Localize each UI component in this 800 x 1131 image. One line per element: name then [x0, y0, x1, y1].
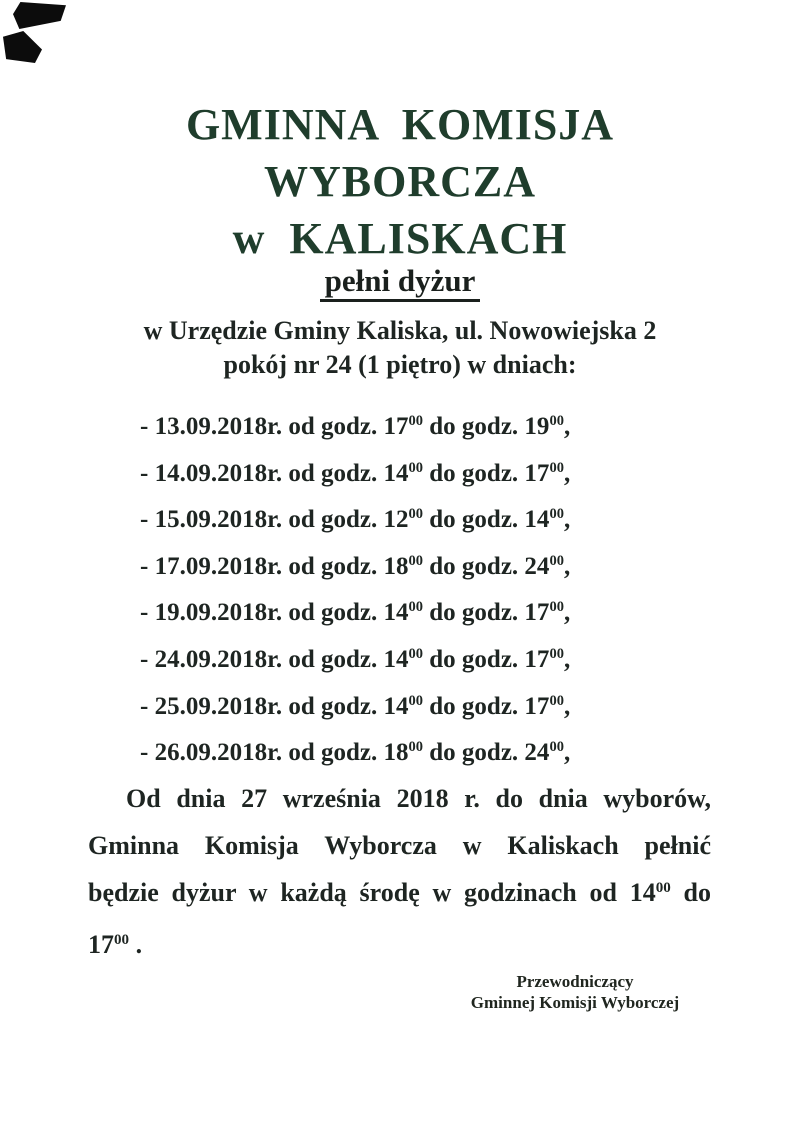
signature-role: Przewodniczący: [516, 972, 634, 991]
schedule-row: [140, 497, 570, 544]
schedule-text: ,: [563, 692, 571, 720]
schedule-text: ,: [563, 599, 571, 627]
superscript: 00: [549, 459, 564, 476]
address-line-2: pokój nr 24 (1 piętro) w dniach:: [223, 350, 577, 379]
superscript: 00: [408, 413, 424, 430]
schedule-text: - 14.09.2018r. od godz. 14: [140, 459, 409, 487]
superscript: 00: [655, 879, 671, 896]
schedule-row: [140, 637, 570, 684]
superscript: 00: [408, 692, 424, 709]
title-line-1: GMINNA KOMISJA: [185, 100, 615, 149]
signature-organization: Gminnej Komisji Wyborczej: [470, 993, 680, 1012]
paragraph-line-3-tail: do: [670, 878, 711, 907]
schedule-text: do godz. 24: [423, 739, 550, 767]
schedule-text: ,: [563, 413, 571, 440]
closing-paragraph: [88, 775, 711, 973]
schedule-row: [140, 404, 570, 451]
schedule-row: [140, 451, 570, 498]
superscript: 00: [408, 459, 424, 476]
schedule-text: do godz. 24: [423, 552, 550, 580]
title-line-3: w KALISKACH: [232, 214, 568, 263]
paragraph-line-2: Gminna Komisja Wyborcza w Kaliskach pełnić: [88, 831, 711, 860]
superscript: 00: [114, 931, 130, 948]
paragraph-line-3-text: będzie dyżur w każdą środę w godzinach od 14: [88, 878, 656, 907]
schedule-text: - 24.09.2018r. od godz. 14: [140, 645, 409, 673]
title-line-2: WYBORCZA: [263, 157, 537, 206]
paragraph-line-3: [88, 869, 711, 921]
schedule-text: - 19.09.2018r. od godz. 14: [140, 599, 409, 627]
schedule-text: ,: [563, 645, 571, 673]
superscript: 00: [549, 739, 564, 756]
superscript: 00: [549, 413, 564, 430]
superscript: 00: [549, 692, 564, 709]
superscript: 00: [549, 552, 564, 569]
superscript: 00: [408, 552, 424, 569]
paragraph-line-4: [88, 921, 711, 973]
schedule-text: - 17.09.2018r. od godz. 18: [140, 552, 409, 580]
superscript: 00: [408, 599, 424, 616]
address-line-1: w Urzędzie Gminy Kaliska, ul. Nowowiejska 2: [143, 316, 657, 345]
document-title: [0, 96, 800, 267]
schedule-text: - 13.09.2018r. od godz. 17: [140, 413, 409, 440]
superscript: 00: [408, 739, 424, 756]
superscript: 00: [408, 645, 424, 662]
schedule-text: ,: [563, 552, 571, 580]
paragraph-line-4-text: 17: [88, 930, 114, 959]
schedule-row: [140, 730, 570, 777]
schedule-text: ,: [563, 506, 571, 534]
schedule-text: do godz. 19: [423, 413, 550, 440]
schedule-text: ,: [563, 459, 571, 487]
schedule-text: - 26.09.2018r. od godz. 18: [140, 739, 409, 767]
schedule-text: do godz. 14: [423, 506, 550, 534]
schedule-text: do godz. 17: [423, 459, 550, 487]
scan-artifact-corner-mark-2: [3, 31, 42, 63]
address-block: [0, 314, 800, 382]
subtitle-underlined: pełni dyżur: [320, 264, 481, 302]
schedule-text: - 15.09.2018r. od godz. 12: [140, 506, 409, 534]
paragraph-line-1: Od dnia 27 września 2018 r. do dnia wyborów,: [126, 784, 711, 813]
schedule-text: ,: [563, 739, 571, 767]
superscript: 00: [549, 645, 564, 662]
schedule-row: [140, 590, 570, 637]
superscript: 00: [408, 506, 424, 523]
schedule-text: - 25.09.2018r. od godz. 14: [140, 692, 409, 720]
subtitle-wrap: [0, 264, 800, 302]
schedule-row: [140, 544, 570, 591]
signature-block: [420, 971, 730, 1013]
schedule-text: do godz. 17: [423, 692, 550, 720]
schedule-list: [140, 404, 570, 777]
schedule-text: do godz. 17: [423, 645, 550, 673]
paragraph-line-4-tail: .: [129, 930, 143, 959]
scan-artifact-corner-mark-1: [13, 2, 66, 29]
schedule-row: [140, 684, 570, 731]
superscript: 00: [549, 506, 564, 523]
superscript: 00: [549, 599, 564, 616]
schedule-text: do godz. 17: [423, 599, 550, 627]
